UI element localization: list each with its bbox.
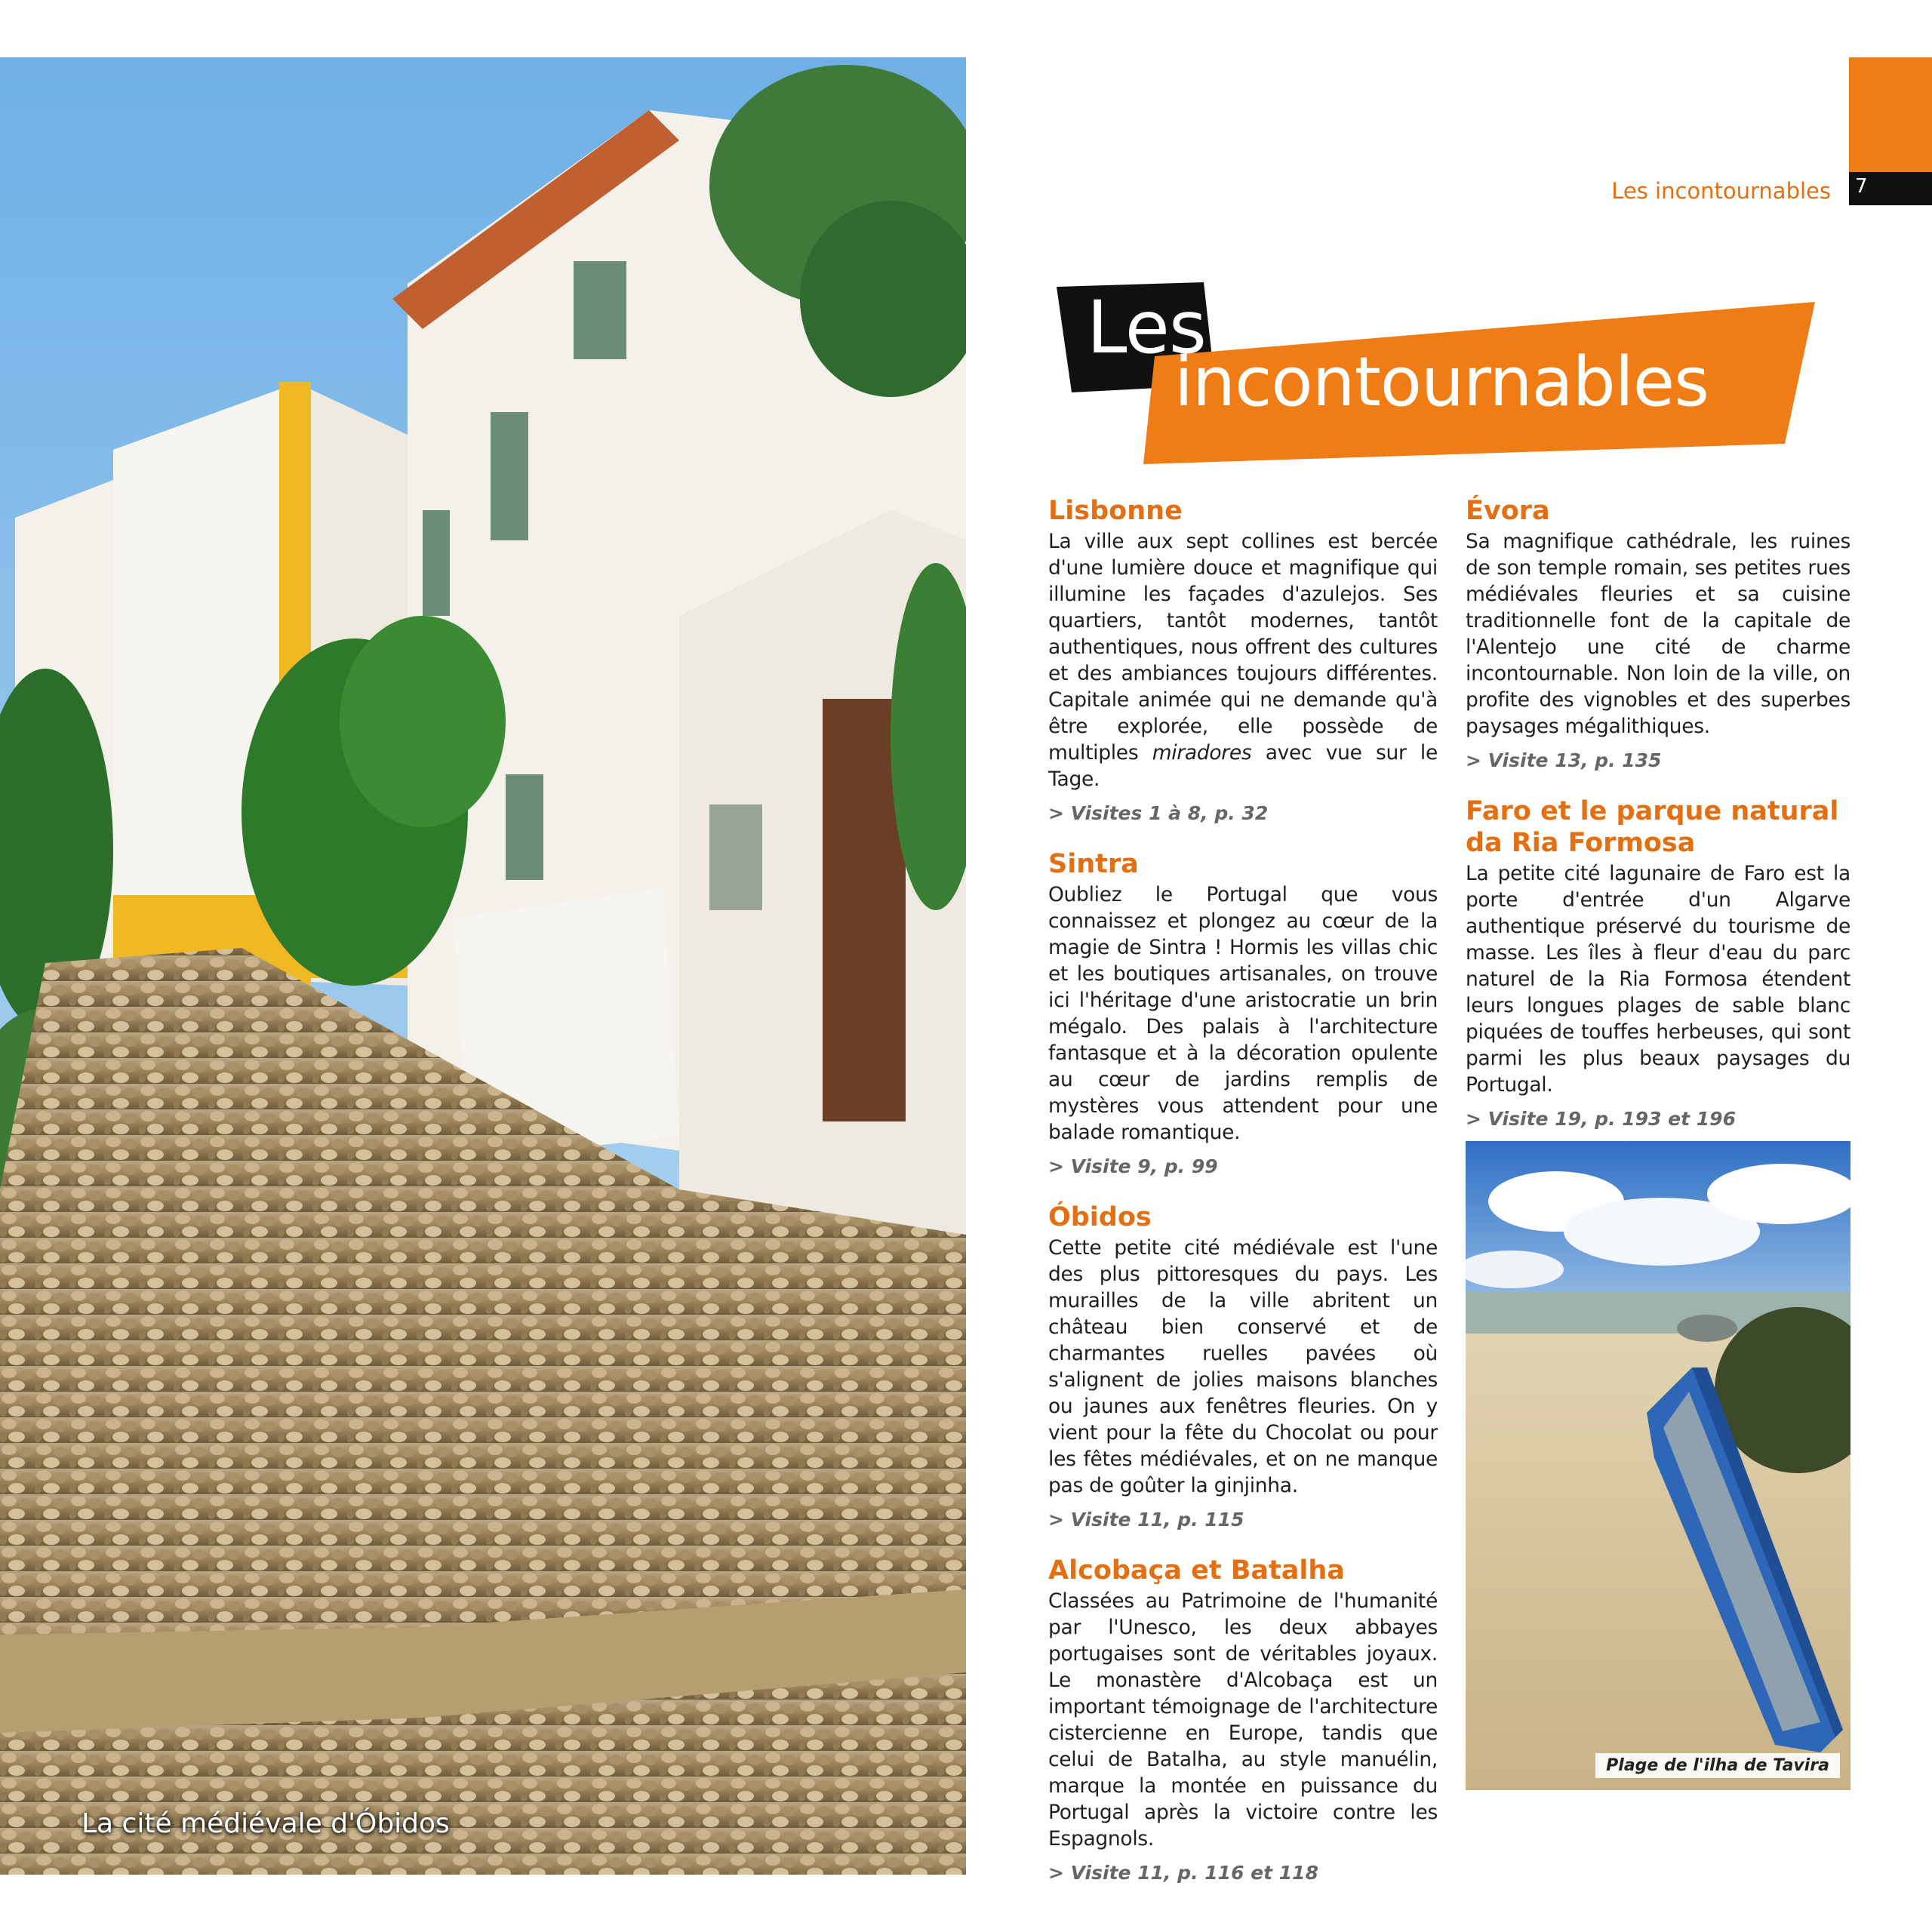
entry-reference: > Visite 9, p. 99 <box>1048 1155 1218 1177</box>
entry-title: Alcobaça et Batalha <box>1048 1555 1345 1586</box>
entry-text: Cette petite cité médiévale est l'une des plus pittoresques du pays. Les murailles de la ville abritent un château bien conservé et de charmantes ruelles pavées où s'alignent de jolies maisons blanches ou jaunes aux fenêtres fleuries. On y vient pour la fête du Chocolat ou pour les fêtes médiévales, et on ne manque pas de goûter la ginjinha. <box>1048 1236 1438 1497</box>
running-header: Les incontournables <box>1611 178 1831 204</box>
boat-photo-caption: Plage de l'ilha de Tavira <box>1595 1753 1840 1778</box>
boat-illustration <box>1466 1141 1850 1790</box>
entry-text: Oubliez le Portugal que vous connaissez et plongez au cœur de la magie de Sintra ! Hormis les villas chic et les boutiques artisanales, on trouve ici l'héritage d'une aristocratie un brin mégalo. Des palais à l'architecture fantasque et à la décoration opulente au cœur de jardins remplis de mystères vous attendent pour une balade romantique. <box>1048 883 1438 1144</box>
tavira-beach-photo <box>1466 1141 1850 1790</box>
entry-evora <box>1466 495 1850 773</box>
entry-reference: > Visites 1 à 8, p. 32 <box>1048 802 1269 824</box>
entry-sintra <box>1048 848 1438 1179</box>
obidos-street-photo <box>0 57 966 1875</box>
entry-reference: > Visite 11, p. 116 et 118 <box>1048 1862 1318 1884</box>
entry-text: La ville aux sept collines est bercée d'une lumière douce et magnifique qui illumine les façades d'azulejos. Ses quartiers, tantôt modernes, tantôt authentiques, nous offrent des cultures et des ambiances toujours différentes. Capitale animée qui ne demande qu'à être explorée, elle possède de multiples miradores avec vue sur le Tage. <box>1048 530 1438 791</box>
entry-text: Classées au Patrimoine de l'humanité par l'Unesco, les deux abbayes portugaises sont de véritables joyaux. Le monastère d'Alcobaça est un important témoignage de l'architecture cistercienne en Europe, tandis que celui de Batalha, au style manuélin, marque la montée en puissance du Portugal après la victoire contre les Espagnols. <box>1048 1589 1438 1850</box>
entry-obidos <box>1048 1201 1438 1532</box>
entry-reference: > Visite 11, p. 115 <box>1048 1509 1244 1531</box>
entry-title: Sintra <box>1048 849 1139 879</box>
entry-reference: > Visite 19, p. 193 et 196 <box>1466 1108 1736 1130</box>
entry-title: Lisbonne <box>1048 496 1183 526</box>
obidos-street-illustration <box>0 57 966 1875</box>
entry-reference: > Visite 13, p. 135 <box>1466 749 1662 771</box>
section-color-tab <box>1849 57 1932 172</box>
entry-title: Faro et le parque natural da Ria Formosa <box>1466 796 1839 858</box>
title-line-1: Les <box>1087 285 1206 370</box>
entry-title: Óbidos <box>1048 1202 1152 1232</box>
entry-alcobaca-batalha <box>1048 1555 1438 1885</box>
entry-title: Évora <box>1466 496 1550 526</box>
title-line-2: incontournables <box>1174 343 1709 422</box>
text-column-left <box>1048 495 1438 1908</box>
entry-text: La petite cité lagunaire de Faro est la porte d'entrée d'un Algarve authentique préservé du tourisme de masse. Les îles à fleur d'eau du parc naturel de la Ria Formosa étendent leurs longues plages de sable blanc piquées de touffes herbeuses, qui sont parmi les plus beaux paysages du Portugal. <box>1466 862 1850 1097</box>
entry-text: Sa magnifique cathédrale, les ruines de son temple romain, ses petites rues médiévales fleuries et sa cuisine traditionnelle font de la capitale de l'Alentejo une cité de charme incontournable. Non loin de la ville, on profite des vignobles et des superbes paysages mégalithiques. <box>1466 530 1850 738</box>
main-photo-caption: La cité médiévale d'Óbidos <box>82 1808 450 1839</box>
entry-faro-ria-formosa <box>1466 795 1850 1131</box>
text-column-right <box>1466 495 1850 1154</box>
entry-lisbonne <box>1048 495 1438 826</box>
page-number: 7 <box>1855 175 1868 198</box>
